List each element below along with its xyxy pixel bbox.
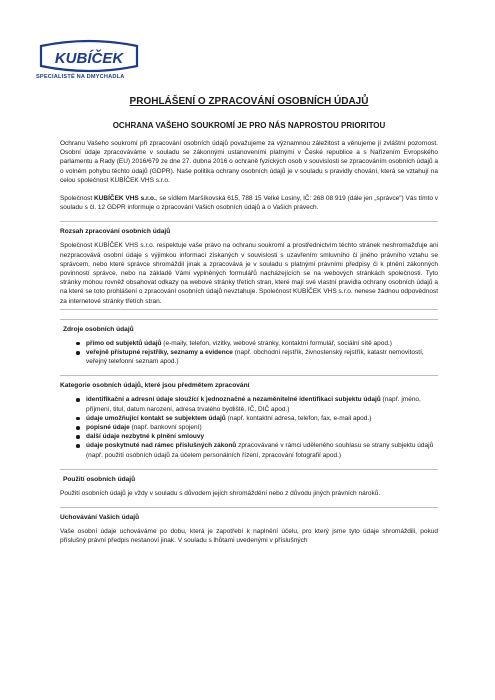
document-body <box>60 96 438 545</box>
svg-text:KUBÍČEK: KUBÍČEK <box>54 50 124 67</box>
list-item: popisné údaje (např. bankovní spojení) <box>86 423 438 432</box>
list-item: veřejně přístupné rejstříky, seznamy a evidence (např. obchodní rejstřík, živnostenský rejstřík, katastr nemovitostí, veřejný telefonní seznam apod.) <box>86 348 438 366</box>
sources-section <box>60 319 438 367</box>
categories-section <box>60 375 438 459</box>
storage-text: Vaše osobní údaje uchováváme po dobu, která je zapotřebí k naplnění účelu, pro který jsme tyto údaje shromáždili, pokud příslušný právní předpis nestanoví jinak. V souladu s lhůtami uvedenými v příslušných <box>60 528 438 545</box>
controller-paragraph: Společnost KUBÍČEK VHS s.r.o., se sídlem Maršíkovská 615, 788 15 Velké Losiny, IČ: 268 08 919 (dále jen „správce") Vás tímto v souladu s čl. 12 GDPR informuje o zpracování Vašich osobních údajů a o Vašich právech. <box>60 195 439 212</box>
list-item: další údaje nezbytné k plnění smlouvy <box>86 432 438 441</box>
usage-section <box>60 469 438 498</box>
usage-heading: Použití osobních údajů <box>63 475 136 483</box>
intro-paragraph: Ochranu Vašeho soukromí při zpracování osobních údajů považujeme za významnou záležitost a věnujeme jí zvláštní pozornost. Osobní údaje zpracováváme v souladu se zákonnými ustanoveními platnými v České republice a s Nařízením Evropského parlamentu a Rady (EU) 2016/679 ze dne 27. dubna 2016 o ochraně fyzických osob v souvislosti se zpracováním osobních údajů a o volném pohybu těchto údajů (GDPR). Naše politika ochrany osobních údajů je v souladu s pravidly chování, která se vztahují na celou společnost KUBÍČEK VHS s.r.o. <box>60 140 438 184</box>
document-subtitle: OCHRANA VAŠEHO SOUKROMÍ JE PRO NÁS NAPROSTOU PRIORITOU <box>112 121 386 130</box>
logo-tagline: SPECIALISTÉ NA DMYCHADLA <box>36 74 125 80</box>
sources-list <box>60 339 438 367</box>
scope-heading: Rozsah zpracování osobních údajů <box>60 228 171 236</box>
scope-text: Společnost KUBÍČEK VHS s.r.o. respektuje vaše právo na ochranu soukromí a prostřednictvím těchto stránek neshromažďuje ani nezpracovává osobní údaje s výjimkou informací získaných v souvislosti s uzavřením smluvního či jiného právního vztahu se správcem, nebo které správce shromáždil jinak a zpracovává je v souladu s platnými právními předpisy či k plnění zákonných povinností správce, nebo na základě Vámi vyplněných formulářů nacházejících se na webových stránkách společnosti. Tyto stránky mohou rovněž obsahovat odkazy na webové stránky třetích stran, které mají své vlastní pravidla ochrany osobních údajů a na které se toto prohlášení o zpracování osobních údajů nevztahuje. Společnost KUBÍČEK VHS s.r.o. nenese žádnou odpovědnost za internetové stránky třetích stran. <box>60 242 438 305</box>
sources-heading: Zdroje osobních údajů <box>63 325 134 333</box>
company-name: KUBÍČEK VHS s.r.o. <box>93 195 156 203</box>
usage-text: Použití osobních údajů je vždy v souladu s důvodem jejich shromáždění nebo z důvodu jiných právních nároků. <box>60 489 381 497</box>
scope-section <box>60 221 438 309</box>
storage-section <box>60 507 438 545</box>
categories-heading: Kategorie osobních údajů, které jsou předmětem zpracování <box>60 382 250 390</box>
list-item: údaje poskytnuté nad rámec příslušných zákonů zpracovávané v rámci uděleného souhlasu se strany subjektu údajů (např. použití osobních údajů za účelem personálních řízení, zpracování fotografií apod.) <box>86 441 438 459</box>
list-item: údaje umožňující kontakt se subjektem údajů (např. kontaktní adresa, telefon, fax, e-mail apod.) <box>86 414 438 423</box>
storage-heading: Uchovávání Vašich údajů <box>60 514 140 522</box>
categories-list <box>60 395 438 459</box>
list-item: přímo od subjektů údajů (e-maily, telefon, vizitky, webové stránky, kontaktní formulář, sociální sítě apod.) <box>86 339 438 348</box>
list-item: identifikační a adresní údaje sloužící k jednoznačné a nezaměnitelné identifikaci subjektu údajů (např. jméno, příjmení, titul, datum narození, adresa trvalého bydliště, IČ, DIČ apod.) <box>86 395 438 413</box>
document-title: PROHLÁŠENÍ O ZPRACOVÁNÍ OSOBNÍCH ÚDAJŮ <box>129 96 369 107</box>
